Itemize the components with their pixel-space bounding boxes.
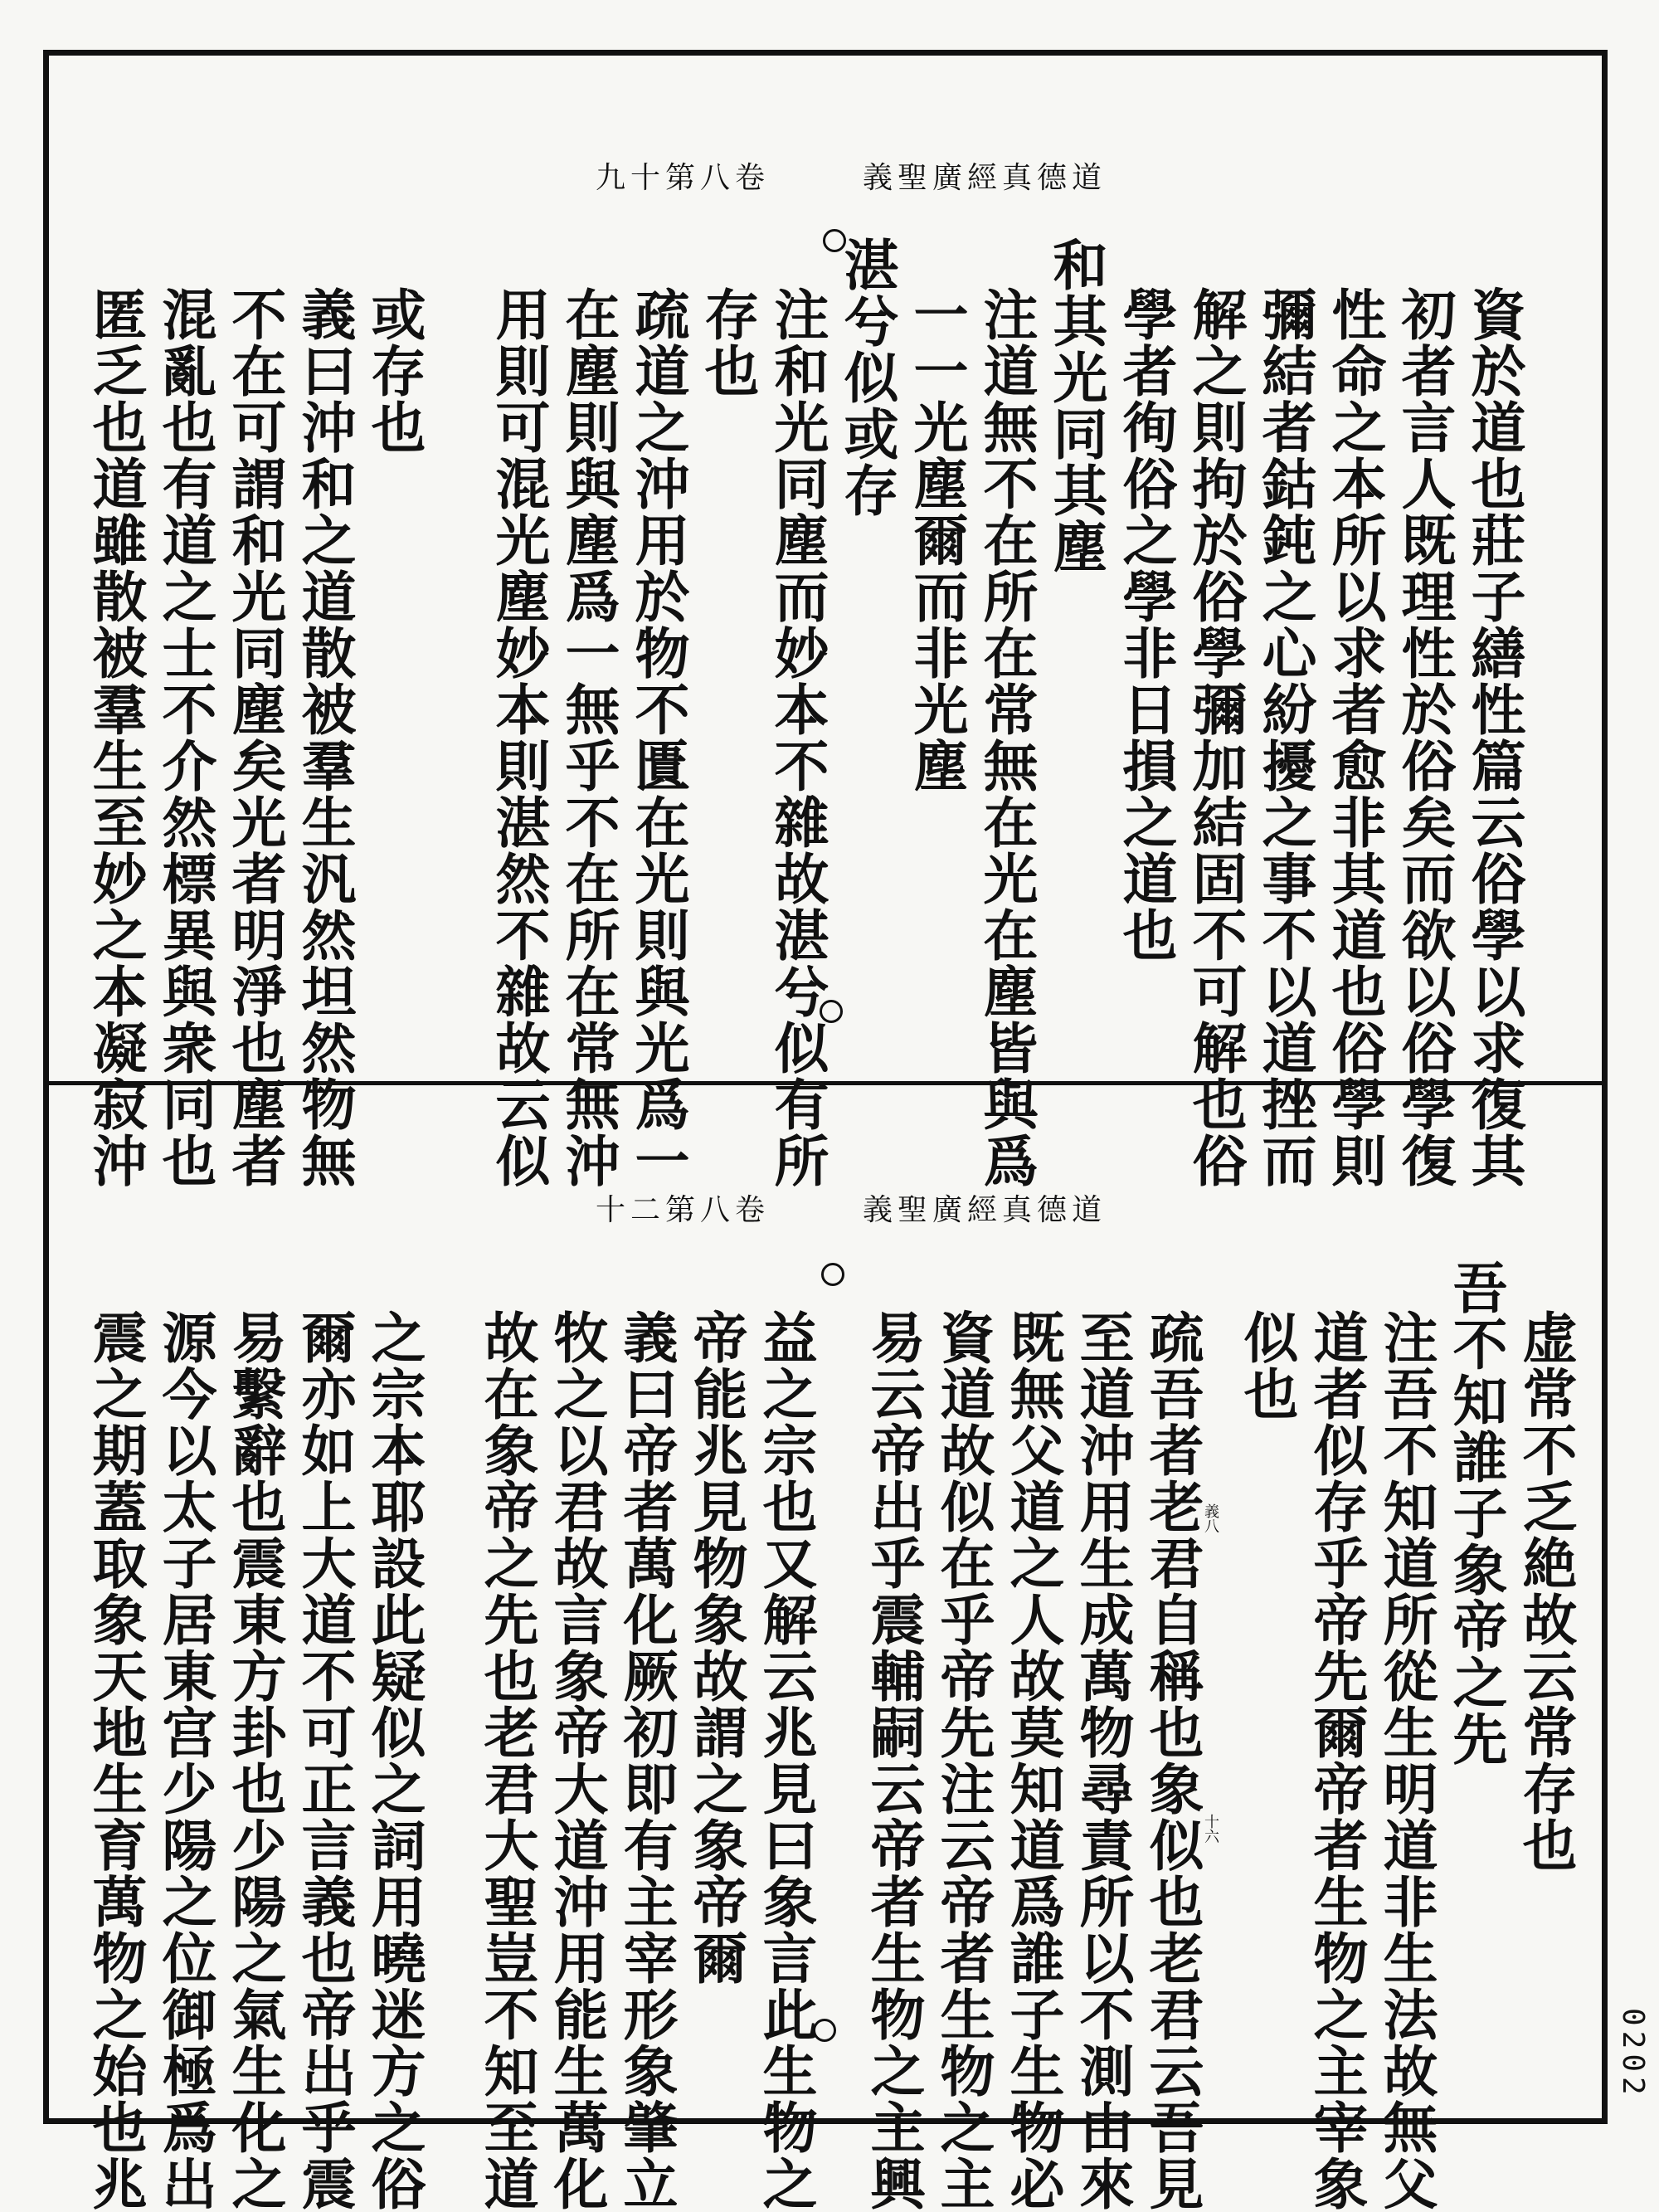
top-col-19: 混亂也有道之士不介然標異與衆同也: [153, 286, 217, 1189]
top-col-4: 彌結者鈷鈍之心紛擾之事不以道挫而: [1253, 286, 1317, 1189]
bottom-col-20: 震之期蓋取象天地生育萬物之始也兆: [83, 1309, 148, 2212]
bottom-col-7: 至道沖用生成萬物尋責所以不測由來: [1070, 1309, 1135, 2212]
top-header-volume: 九十第八卷: [596, 161, 771, 195]
circle-mark: [820, 1000, 843, 1023]
bottom-header-volume: 十二第八卷: [596, 1193, 771, 1227]
top-col-8: 注道無不在所在常無在光在塵皆與爲: [974, 286, 1039, 1189]
bottom-col-3: 注吾不知道所從生明道非生法故無父: [1374, 1309, 1438, 2212]
bottom-col-6: 疏吾者老君自稱也象似也老君云吾見: [1140, 1309, 1204, 2212]
bottom-col-16: 之宗本耶設此疑似之詞用曉迷方之俗: [362, 1309, 426, 2212]
top-col-15: 用則可混光塵妙本則湛然不雜故云似: [486, 286, 551, 1189]
page-number: 0202: [1616, 2008, 1650, 2100]
top-col-7: 和其光同其塵: [1044, 236, 1108, 575]
top-col-13: 疏道之沖用於物不匱在光則與光爲一: [625, 286, 690, 1189]
bottom-col-19: 源今以太子居東宫少陽之位御極爲出: [153, 1309, 217, 2212]
circle-mark: [821, 1263, 844, 1286]
top-col-18: 不在可謂和光同塵矣光者明淨也塵者: [222, 286, 287, 1189]
bottom-col-8: 既無父道之人故莫知道爲誰子生物必: [1000, 1309, 1065, 2212]
top-col-10: 湛兮似或存: [834, 236, 899, 519]
margin-note-page: 十六: [1202, 1814, 1219, 1844]
bottom-col-9: 資道故似在乎帝先注云帝者生物之主: [931, 1309, 995, 2212]
top-col-9: 一一光塵爾而非光塵: [904, 286, 969, 794]
top-col-17: 義曰沖和之道散被羣生汎然坦然物無: [292, 286, 357, 1189]
top-col-11: 注和光同塵而妙本不雜故湛兮似有所: [765, 286, 830, 1189]
top-col-2: 初者言人既理性於俗矣而欲以俗學復: [1392, 286, 1457, 1189]
top-col-5: 解之則拘於俗學彌加結固不可解也俗: [1183, 286, 1248, 1189]
bottom-col-10: 易云帝出乎震輔嗣云帝者生物之主興: [861, 1309, 926, 2212]
bottom-col-14: 牧之以君故言象帝大道沖用能生萬化: [544, 1309, 609, 2212]
bottom-col-17: 爾亦如上大道不可正言義也帝出乎震: [292, 1309, 357, 2212]
bottom-col-4: 道者似存乎帝先爾帝者生物之主宰象: [1304, 1309, 1369, 2212]
top-header-title: 義聖廣經真德道: [863, 161, 1107, 195]
margin-note-volume: 義八: [1202, 1503, 1219, 1533]
bottom-header-title: 義聖廣經真德道: [863, 1193, 1107, 1227]
bottom-col-5: 似也: [1234, 1309, 1299, 1422]
top-col-20: 匿乏也道雖散被羣生至妙之本凝寂沖: [83, 286, 148, 1189]
bottom-col-18: 易繫辭也震東方卦也少陽之氣生化之: [222, 1309, 287, 2212]
bottom-col-11: 益之宗也又解云兆見曰象言此生物之: [753, 1309, 818, 2212]
top-col-6: 學者徇俗之學非日損之道也: [1113, 286, 1178, 963]
bottom-col-15: 故在象帝之先也老君大聖豈不知至道: [474, 1309, 539, 2212]
bottom-col-1: 虚常不乏絶故云常存也: [1513, 1309, 1578, 1873]
bottom-col-2: 吾不知誰子象帝之先: [1443, 1259, 1508, 1767]
top-col-16: 或存也: [362, 286, 426, 456]
top-col-1: 資於道也莊子繕性篇云俗學以求復其: [1462, 286, 1526, 1189]
top-col-12: 存也: [695, 286, 760, 399]
bottom-col-12: 帝能兆見物象故謂之象帝爾: [684, 1309, 748, 1986]
bottom-col-13: 義曰帝者萬化厥初即有主宰形象肇立: [614, 1309, 679, 2212]
top-col-14: 在塵則與塵爲一無乎不在所在常無沖: [556, 286, 620, 1189]
top-col-3: 性命之本所以求者愈非其道也俗學則: [1322, 286, 1387, 1189]
